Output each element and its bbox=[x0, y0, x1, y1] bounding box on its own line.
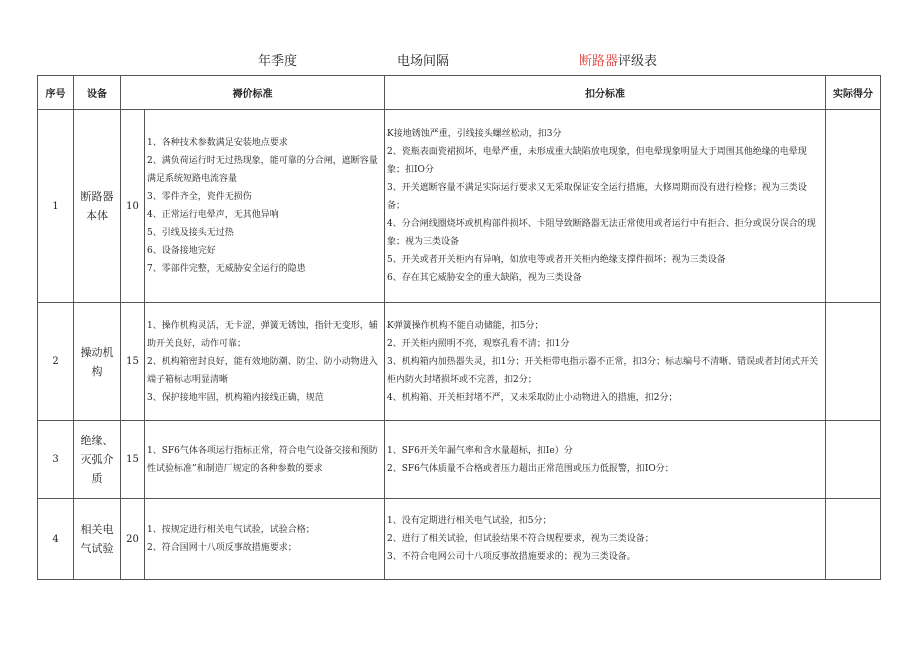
deduction-line: 1、没有定期进行相关电气试验，扣5分； bbox=[387, 516, 552, 526]
standard-line: 7、零部件完整，无威胁安全运行的隐患 bbox=[147, 264, 306, 274]
standard-line: 2、符合国网十八项反事故措施要求； bbox=[147, 543, 297, 553]
title-rating: 评级表 bbox=[618, 54, 658, 69]
page-title bbox=[0, 50, 920, 70]
deduction-line: 2、进行了相关试验，但试验结果不符合规程要求，视为三类设备； bbox=[387, 534, 654, 544]
title-breaker: 断路器 bbox=[579, 54, 619, 69]
table-row bbox=[38, 499, 881, 580]
row-standard bbox=[145, 303, 385, 421]
deduction-line: 5、开关或者开关柜内有异响，如放电等或者开关柜内绝缘支撑件损坏；视为三类设备 bbox=[387, 255, 726, 265]
row-device: 绝缘、灭弧介质 bbox=[74, 421, 121, 499]
row-actual-score[interactable] bbox=[826, 499, 881, 580]
standard-line: 1、操作机构灵活，无卡涩，弹簧无锈蚀，指针无变形，辅助开关良好，动作可靠； bbox=[147, 320, 378, 349]
row-deduction bbox=[385, 303, 826, 421]
deduction-line: 2、开关柜内照明不亮，观察孔看不清；扣1分 bbox=[387, 338, 570, 349]
row-no: 4 bbox=[38, 499, 74, 580]
deduction-line: 4、分合闸线圈烧坏或机构部件损坏、卡阻导致断路器无法正常使用或者运行中有拒合、拒分或误分误合的现象；视为三类设备 bbox=[387, 219, 816, 247]
header-standard: 褥价标准 bbox=[121, 76, 385, 110]
table-row bbox=[38, 421, 881, 499]
header-deduction: 扣分标准 bbox=[385, 76, 826, 110]
deduction-line: K弹簧操作机构不能自动储能，扣5分； bbox=[387, 320, 544, 331]
standard-line: 2、满负荷运行时无过热现象，能可靠的分合闸，遮断容量满足系统短路电流容量 bbox=[147, 156, 378, 184]
deduction-line: 3、不符合电网公司十八项反事故措施要求的；视为三类设备。 bbox=[387, 552, 636, 562]
row-device: 断路器本体 bbox=[74, 110, 121, 303]
deduction-line: K接地锈蚀严重，引线接头螺丝松动，扣3分 bbox=[387, 129, 562, 139]
row-deduction bbox=[385, 499, 826, 580]
row-device: 相关电气试验 bbox=[74, 499, 121, 580]
table-row bbox=[38, 110, 881, 303]
table-header-row bbox=[38, 76, 881, 110]
standard-line: 2、机构箱密封良好，能有效地防潮、防尘、防小动物进入端子箱标志明显清晰 bbox=[147, 356, 378, 385]
deduction-line: 1、SF6开关年漏气率和含水量超标，扣Ie）分 bbox=[387, 445, 573, 456]
standard-line: 3、保护接地牢固，机构箱内接线正确，规范 bbox=[147, 392, 324, 403]
row-no: 3 bbox=[38, 421, 74, 499]
title-quarter: 年季度 bbox=[258, 54, 298, 69]
rating-table bbox=[37, 75, 881, 580]
standard-line: 1、SF6气体各项运行指标正常，符合电气设备交接和预防性试验标准”和制造厂规定的各种参数的要求 bbox=[147, 445, 378, 474]
standard-line: 1、各种技术参数满足安装地点要求 bbox=[147, 138, 288, 148]
row-score: 15 bbox=[121, 421, 145, 499]
row-no: 1 bbox=[38, 110, 74, 303]
row-actual-score[interactable] bbox=[826, 303, 881, 421]
standard-line: 1、按规定进行相关电气试验，试验合格； bbox=[147, 525, 315, 535]
deduction-line: 4、机构箱、开关柜封堵不严，又未采取防止小动物进入的措施，扣2分； bbox=[387, 392, 678, 403]
row-deduction bbox=[385, 110, 826, 303]
row-actual-score[interactable] bbox=[826, 110, 881, 303]
row-standard bbox=[145, 110, 385, 303]
header-no: 序号 bbox=[38, 76, 74, 110]
row-score: 10 bbox=[121, 110, 145, 303]
row-score: 15 bbox=[121, 303, 145, 421]
row-deduction bbox=[385, 421, 826, 499]
standard-line: 5、引线及接头无过热 bbox=[147, 228, 234, 238]
row-no: 2 bbox=[38, 303, 74, 421]
row-standard bbox=[145, 421, 385, 499]
deduction-line: 3、开关遮断容量不满足实际运行要求又无采取保证安全运行措施，大修周期而没有进行检修；视为三类设备； bbox=[387, 183, 807, 211]
title-site: 电场间隔 bbox=[397, 54, 450, 69]
deduction-line: 2、瓷瓶表面瓷裙损坏，电晕严重，未形成重大缺陷放电现象，但电晕现象明显大于周围其他绝缘的电晕现象；扣IO分 bbox=[387, 147, 807, 175]
table-row bbox=[38, 303, 881, 421]
row-score: 20 bbox=[121, 499, 145, 580]
row-device: 操动机构 bbox=[74, 303, 121, 421]
deduction-line: 2、SF6气体质量不合格或者压力超出正常范围或压力低报警，扣IO分； bbox=[387, 463, 674, 474]
header-device: 设备 bbox=[74, 76, 121, 110]
deduction-line: 6、存在其它威胁安全的重大缺陷，视为三类设备 bbox=[387, 273, 582, 283]
row-standard bbox=[145, 499, 385, 580]
title-form bbox=[579, 50, 657, 69]
deduction-line: 3、机构箱内加热器失灵，扣1分；开关柜带电指示器不正常，扣3分；标志编号不清晰、错误或者封闭式开关柜内防火封堵损坏或不完善，扣2分； bbox=[387, 356, 819, 385]
row-actual-score[interactable] bbox=[826, 421, 881, 499]
standard-line: 4、正常运行电晕声，无其他异响 bbox=[147, 210, 279, 220]
standard-line: 3、零件齐全，瓷件无损伤 bbox=[147, 192, 252, 202]
header-actual: 实际得分 bbox=[826, 76, 881, 110]
standard-line: 6、设备接地完好 bbox=[147, 246, 216, 256]
